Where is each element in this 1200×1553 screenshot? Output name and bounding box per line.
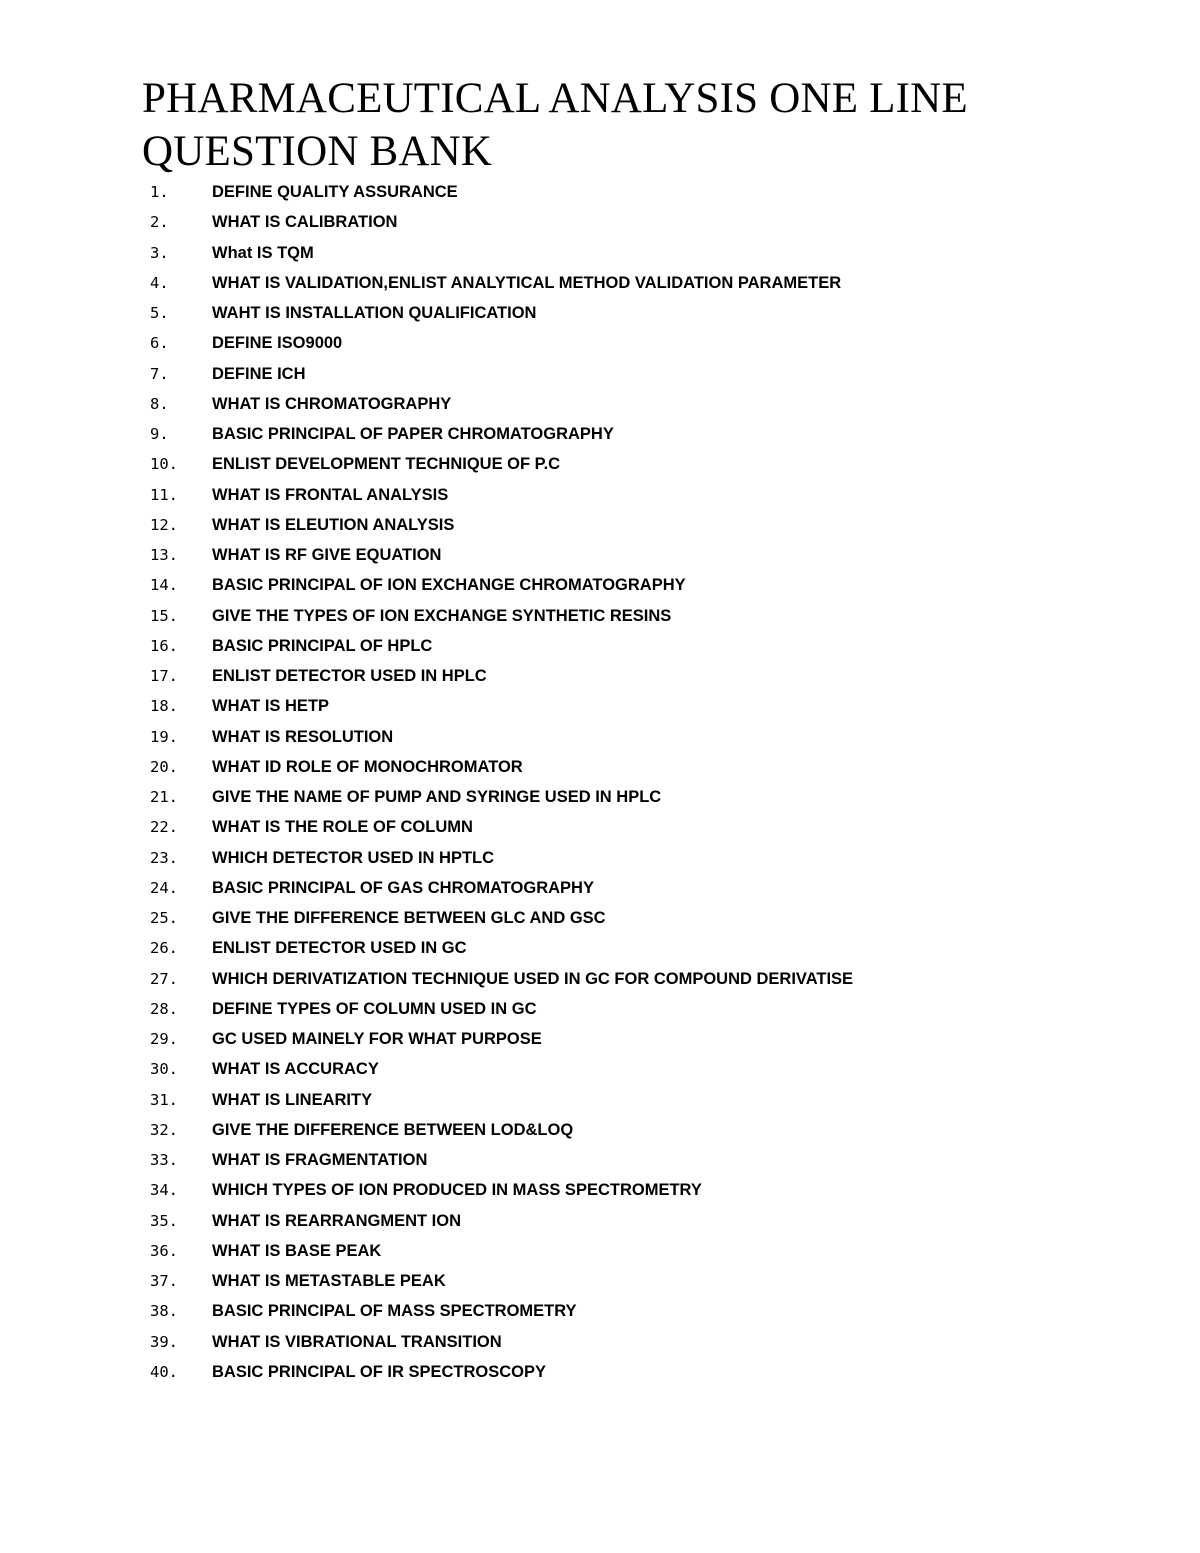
question-text: GIVE THE DIFFERENCE BETWEEN GLC AND GSC bbox=[212, 909, 606, 927]
question-number: 34. bbox=[150, 1181, 178, 1200]
question-number: 7. bbox=[150, 364, 169, 383]
question-number: 24. bbox=[150, 878, 178, 897]
question-text: WHAT IS CHROMATOGRAPHY bbox=[212, 394, 452, 413]
question-text: WHAT IS METASTABLE PEAK bbox=[212, 1272, 446, 1290]
question-number: 40. bbox=[150, 1362, 178, 1381]
question-number: 29. bbox=[150, 1030, 178, 1048]
question-number: 12. bbox=[150, 515, 178, 534]
question-text: WHICH TYPES OF ION PRODUCED IN MASS SPECTROMETRY bbox=[212, 1181, 702, 1200]
question-number: 10. bbox=[150, 455, 178, 474]
question-number: 14. bbox=[150, 576, 178, 595]
question-text: DEFINE ISO9000 bbox=[212, 334, 343, 353]
question-text: ENLIST DEVELOPMENT TECHNIQUE OF P.C bbox=[212, 455, 561, 474]
question-number: 11. bbox=[150, 485, 178, 504]
question-number: 2. bbox=[150, 213, 169, 232]
question-number: 3. bbox=[150, 243, 169, 262]
question-text: WHAT IS LINEARITY bbox=[212, 1090, 373, 1109]
question-text: BASIC PRINCIPAL OF ION EXCHANGE CHROMATOGRAPHY bbox=[212, 576, 686, 595]
question-text: ENLIST DETECTOR USED IN GC bbox=[212, 939, 467, 958]
question-text: WHAT IS ACCURACY bbox=[212, 1060, 379, 1079]
question-number: 15. bbox=[150, 606, 178, 625]
question-number: 1. bbox=[150, 183, 169, 201]
question-text: ENLIST DETECTOR USED IN HPLC bbox=[212, 667, 487, 685]
question-number: 6. bbox=[150, 334, 169, 353]
question-text: BASIC PRINCIPAL OF MASS SPECTROMETRY bbox=[212, 1302, 577, 1321]
question-text: WHAT IS RESOLUTION bbox=[212, 727, 394, 746]
question-text: DEFINE QUALITY ASSURANCE bbox=[212, 183, 458, 201]
question-number: 8. bbox=[150, 394, 169, 413]
question-number: 9. bbox=[150, 425, 169, 443]
question-number: 28. bbox=[150, 999, 178, 1018]
question-number: 4. bbox=[150, 273, 169, 292]
question-number: 5. bbox=[150, 304, 169, 322]
question-text: DEFINE ICH bbox=[212, 364, 306, 383]
question-number: 30. bbox=[150, 1060, 178, 1079]
question-number: 26. bbox=[150, 939, 178, 958]
question-number: 35. bbox=[150, 1211, 178, 1230]
question-number: 18. bbox=[150, 697, 178, 716]
question-number: 19. bbox=[150, 727, 178, 746]
question-number: 36. bbox=[150, 1241, 178, 1260]
question-text: WHICH DERIVATIZATION TECHNIQUE USED IN GC FOR COMPOUND DERIVATISE bbox=[212, 969, 854, 988]
question-number: 31. bbox=[150, 1090, 178, 1109]
question-text: GIVE THE DIFFERENCE BETWEEN LOD&LOQ bbox=[212, 1120, 574, 1139]
question-text: BASIC PRINCIPAL OF PAPER CHROMATOGRAPHY bbox=[212, 425, 614, 443]
question-number: 20. bbox=[150, 757, 178, 776]
question-number: 13. bbox=[150, 546, 178, 564]
question-text: WHAT IS BASE PEAK bbox=[212, 1241, 382, 1260]
question-text: WHICH DETECTOR USED IN HPTLC bbox=[212, 848, 495, 867]
question-text: WHAT IS THE ROLE OF COLUMN bbox=[212, 818, 473, 837]
document-title: PHARMACEUTICAL ANALYSIS ONE LINE QUESTION BANK bbox=[142, 75, 968, 175]
question-number: 16. bbox=[150, 636, 178, 655]
question-number: 38. bbox=[150, 1302, 178, 1321]
question-text: What IS TQM bbox=[212, 243, 314, 262]
question-number: 32. bbox=[150, 1120, 178, 1139]
question-text: WHAT IS ELEUTION ANALYSIS bbox=[212, 515, 455, 534]
question-text: BASIC PRINCIPAL OF GAS CHROMATOGRAPHY bbox=[212, 878, 594, 897]
question-text: BASIC PRINCIPAL OF IR SPECTROSCOPY bbox=[212, 1362, 547, 1381]
question-number: 27. bbox=[150, 969, 178, 988]
question-number: 22. bbox=[150, 818, 178, 837]
question-text: GC USED MAINELY FOR WHAT PURPOSE bbox=[212, 1030, 542, 1048]
question-number: 33. bbox=[150, 1151, 178, 1169]
question-text: GIVE THE TYPES OF ION EXCHANGE SYNTHETIC RESINS bbox=[212, 606, 672, 625]
question-text: WHAT IS VIBRATIONAL TRANSITION bbox=[212, 1332, 502, 1351]
question-number: 37. bbox=[150, 1272, 178, 1290]
question-text: WHAT IS REARRANGMENT ION bbox=[212, 1211, 462, 1230]
question-number: 17. bbox=[150, 667, 178, 685]
question-text: BASIC PRINCIPAL OF HPLC bbox=[212, 636, 433, 655]
question-text: WHAT IS FRONTAL ANALYSIS bbox=[212, 485, 449, 504]
question-number: 39. bbox=[150, 1332, 178, 1351]
question-number: 25. bbox=[150, 909, 178, 927]
question-number: 23. bbox=[150, 848, 178, 867]
question-number: 21. bbox=[150, 788, 178, 806]
question-text: GIVE THE NAME OF PUMP AND SYRINGE USED IN HPLC bbox=[212, 788, 662, 806]
question-text: WHAT IS FRAGMENTATION bbox=[212, 1151, 428, 1169]
question-text: WAHT IS INSTALLATION QUALIFICATION bbox=[212, 304, 537, 322]
question-text: WHAT IS RF GIVE EQUATION bbox=[212, 546, 442, 564]
question-text: WHAT IS VALIDATION,ENLIST ANALYTICAL METHOD VALIDATION PARAMETER bbox=[212, 273, 842, 292]
question-text: WHAT IS CALIBRATION bbox=[212, 213, 398, 232]
question-text: WHAT IS HETP bbox=[212, 697, 330, 716]
question-text: DEFINE TYPES OF COLUMN USED IN GC bbox=[212, 999, 537, 1018]
question-text: WHAT ID ROLE OF MONOCHROMATOR bbox=[212, 757, 523, 776]
